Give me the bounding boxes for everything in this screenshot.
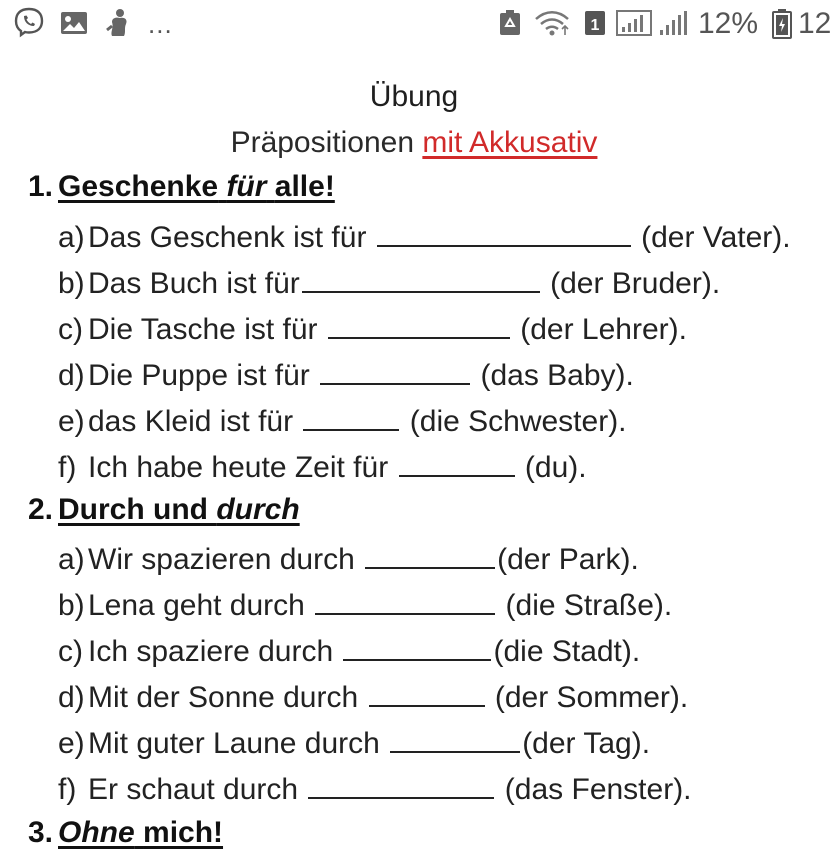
- item-text: Ich habe heute Zeit für: [88, 451, 389, 484]
- item-text: Wir spazieren durch: [88, 543, 355, 576]
- answer-blank[interactable]: [343, 629, 491, 661]
- item-letter: d): [58, 359, 85, 392]
- answer-blank[interactable]: [377, 215, 631, 247]
- section-title-start: Geschenke: [58, 170, 219, 203]
- section-title: [58, 816, 223, 849]
- section-title-end: alle!: [274, 170, 335, 203]
- signal-icon-2: [656, 10, 692, 36]
- exercise-item: [58, 721, 650, 763]
- item-letter: e): [58, 727, 85, 760]
- section-heading-3: [28, 814, 223, 852]
- section-title: [58, 493, 300, 526]
- item-text: Das Geschenk ist für: [88, 221, 367, 254]
- section-number: 1.: [28, 170, 54, 203]
- item-letter: a): [58, 221, 85, 254]
- item-text: Er schaut durch: [88, 773, 299, 806]
- wifi-icon: [532, 9, 572, 37]
- item-hint: (der Lehrer).: [520, 313, 687, 346]
- item-hint: (der Bruder).: [550, 267, 721, 300]
- answer-blank[interactable]: [399, 445, 515, 477]
- sim-icon: [584, 10, 606, 36]
- item-hint: (die Schwester).: [409, 405, 627, 438]
- recycle-icon: [498, 10, 522, 36]
- item-hint: (das Baby).: [480, 359, 634, 392]
- battery-icon: [772, 9, 792, 39]
- exercise-item: [58, 307, 687, 349]
- section-title-start: Durch und: [58, 493, 208, 526]
- item-letter: e): [58, 405, 85, 438]
- item-hint: (die Stadt).: [493, 635, 641, 668]
- answer-blank[interactable]: [303, 399, 399, 431]
- item-text: das Kleid ist für: [88, 405, 294, 438]
- item-hint: (der Park).: [497, 543, 639, 576]
- item-text: Ich spaziere durch: [88, 635, 334, 668]
- exercise-item: [58, 445, 587, 487]
- section-title: [58, 170, 335, 203]
- answer-blank[interactable]: [328, 307, 510, 339]
- subtitle-highlight: mit Akkusativ: [422, 126, 598, 159]
- answer-blank[interactable]: [308, 767, 494, 799]
- item-letter: f): [58, 773, 77, 806]
- item-letter: a): [58, 543, 85, 576]
- gallery-icon: [60, 11, 88, 35]
- item-letter: f): [58, 451, 77, 484]
- item-hint: (das Fenster).: [504, 773, 692, 806]
- viber-icon: [14, 7, 44, 37]
- exercise-item: [58, 399, 627, 441]
- item-hint: (der Sommer).: [494, 681, 689, 714]
- item-text: Mit guter Laune durch: [88, 727, 380, 760]
- answer-blank[interactable]: [315, 583, 495, 615]
- item-text: Die Puppe ist für: [88, 359, 310, 392]
- item-letter: c): [58, 635, 83, 668]
- item-text: Das Buch ist für: [88, 267, 300, 300]
- section-number: 2.: [28, 493, 54, 526]
- exercise-item: [58, 537, 639, 579]
- item-letter: b): [58, 589, 85, 622]
- item-text: Mit der Sonne durch: [88, 681, 359, 714]
- battery-percent: 12%: [698, 7, 759, 40]
- section-title-italic: durch: [216, 493, 300, 526]
- section-number: 3.: [28, 816, 54, 849]
- worksheet-document: [0, 48, 828, 849]
- clock: 12: [798, 7, 831, 40]
- signal-icon: [616, 9, 652, 37]
- figure-icon: [104, 8, 132, 38]
- item-hint: (der Vater).: [641, 221, 791, 254]
- item-letter: d): [58, 681, 85, 714]
- svg-text:1: 1: [590, 17, 600, 34]
- exercise-item: [58, 629, 640, 671]
- answer-blank[interactable]: [369, 675, 485, 707]
- item-letter: b): [58, 267, 85, 300]
- exercise-item: [58, 261, 720, 303]
- exercise-item: [58, 215, 791, 257]
- item-text: Lena geht durch: [88, 589, 305, 622]
- exercise-item: [58, 767, 692, 809]
- section-heading-2: [28, 491, 300, 529]
- item-text: Die Tasche ist für: [88, 313, 318, 346]
- page-title: Übung: [369, 80, 459, 113]
- section-heading-1: [28, 168, 335, 206]
- item-hint: (du).: [524, 451, 587, 484]
- section-title-italic: Ohne: [58, 816, 135, 849]
- item-letter: c): [58, 313, 83, 346]
- section-title-end: mich!: [143, 816, 224, 849]
- exercise-item: [58, 675, 688, 717]
- section-title-italic: für: [226, 170, 267, 203]
- exercise-item: [58, 583, 672, 625]
- subtitle-text: Präpositionen: [230, 126, 415, 159]
- item-hint: (der Tag).: [522, 727, 651, 760]
- status-bar: [0, 0, 831, 48]
- answer-blank[interactable]: [390, 721, 520, 753]
- exercise-item: [58, 353, 634, 395]
- answer-blank[interactable]: [302, 261, 540, 293]
- item-hint: (die Straße).: [505, 589, 673, 622]
- more-notifications: ...: [148, 9, 173, 39]
- page-subtitle: [0, 124, 828, 162]
- answer-blank[interactable]: [365, 537, 495, 569]
- answer-blank[interactable]: [320, 353, 470, 385]
